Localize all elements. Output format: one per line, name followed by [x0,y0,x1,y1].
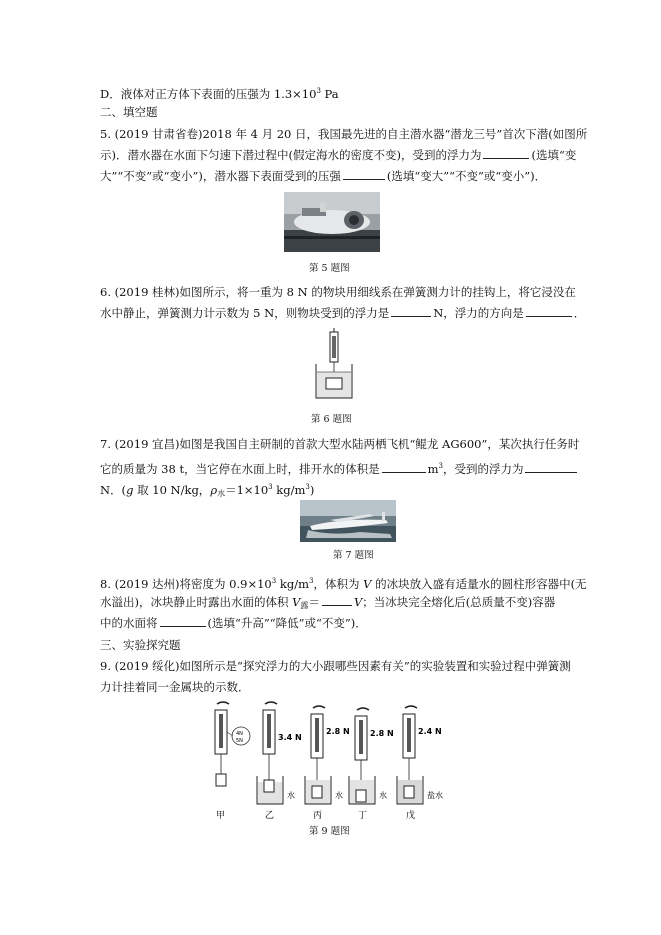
q8-line-3: 中的水面将 (选填“升高”“降低”或“不变”)． [100,616,367,630]
q9-reading-wu: 2.4 N [418,727,442,736]
q9-setup-jia [215,702,250,821]
q9-reading-bing: 2.8 N [326,727,350,736]
q7-blank-2[interactable] [525,461,577,473]
q5-blank-2[interactable] [343,168,385,180]
q6-caption: 第 6 题图 [311,414,352,425]
q9-setup-bing [305,706,350,821]
q9-line-1: 9. (2019 绥化)如图所示是“探究浮力的大小跟哪些因素有关”的实验装置和实验过程中弹簧测 [100,659,571,673]
q6-blank-1[interactable] [391,305,431,317]
q5-line-3: 大”“不变”或“变小”)，潜水器下表面受到的压强 (选填“变大”“不变”或“变小”)． [100,169,547,183]
q9-reading-ding: 2.8 N [370,729,394,738]
q9-diagram [205,700,455,824]
q7-line-2: 它的质量为 38 t，当它停在水面上时，排开水的体积是 $m^3$，受到的浮力为 [100,458,579,477]
q7-seaplane-photo [300,500,396,542]
q9-label-bing: 丙 [313,811,323,821]
q9-liquid-wu: 盐水 [427,791,443,800]
q9-line-2: 力计挂着同一金属块的示数． [100,680,250,694]
q8-blank-2[interactable] [160,615,206,627]
q9-setup-wu [397,706,443,821]
section-fill-in: 二、填空题 [100,105,158,119]
q5-caption: 第 5 题图 [309,263,350,274]
q9-label-wu: 戊 [406,811,416,821]
q9-reading-yi: 3.4 N [278,733,302,742]
q9-caption: 第 9 题图 [309,826,350,837]
q7-blank-1[interactable] [382,461,426,473]
q5-submarine-photo [284,192,380,252]
q9-setup-yi [257,702,302,821]
q5-blank-1[interactable] [483,147,529,159]
q9-liquid-bing: 水 [335,791,343,800]
q6-line-2: 水中静止，弹簧测力计示数为 5 N，则物块受到的浮力是 N，浮力的方向是 ． [100,306,586,320]
q7-line-1: 7. (2019 宜昌)如图是我国自主研制的首款大型水陆两栖飞机“鲲龙 AG600”，某次执行任务时 [100,437,580,451]
q6-line-1: 6. (2019 桂林)如图所示，将一重为 8 N 的物块用细线系在弹簧测力计的挂钩上，将它浸没在 [100,285,576,299]
q9-label-yi: 乙 [265,811,275,821]
q7-line-3: N．(g 取 10 N/kg，$\rho_水=1\times 10^3$ $kg/m^3$) [100,483,315,498]
q9-label-jia: 甲 [216,811,226,821]
q8-line-2: 水溢出)，冰块静止时露出水面的体积 $V_露= V$；当冰块完全熔化后(总质量不变)容器 [100,595,556,610]
q6-blank-2[interactable] [526,305,572,317]
q9-liquid-ding: 水 [379,791,387,800]
q5-line-2: 示)．潜水器在水面下匀速下潜过程中(假定海水的密度不变)，受到的浮力为 (选填“变 [100,148,577,162]
q8-line-1: 8. (2019 达州)将密度为 $0.9\times 10^3$ $kg/m^3$，体积为 V 的冰块放入盛有适量水的圆柱形容器中(无 [100,577,587,591]
q9-setup-ding [349,708,394,821]
q9-liquid-yi: 水 [287,791,295,800]
section-experiment: 三、实验探究题 [100,638,181,652]
q9-label-ding: 丁 [358,811,368,821]
q8-blank-1[interactable] [322,594,352,606]
q5-line-1: 5. (2019 甘肃省卷)2018 年 4 月 20 日，我国最先进的自主潜水器“潜龙三号”首次下潜(如图所 [100,127,588,141]
q6-diagram [312,328,356,400]
option-d: D．液体对正方体下表面的压强为 $1.3\times 10^3$ Pa [100,87,339,101]
q9-scale-mark-4n: 4N [236,731,243,737]
q7-caption: 第 7 题图 [333,550,374,561]
q9-scale-mark-5n: 5N [236,738,243,744]
